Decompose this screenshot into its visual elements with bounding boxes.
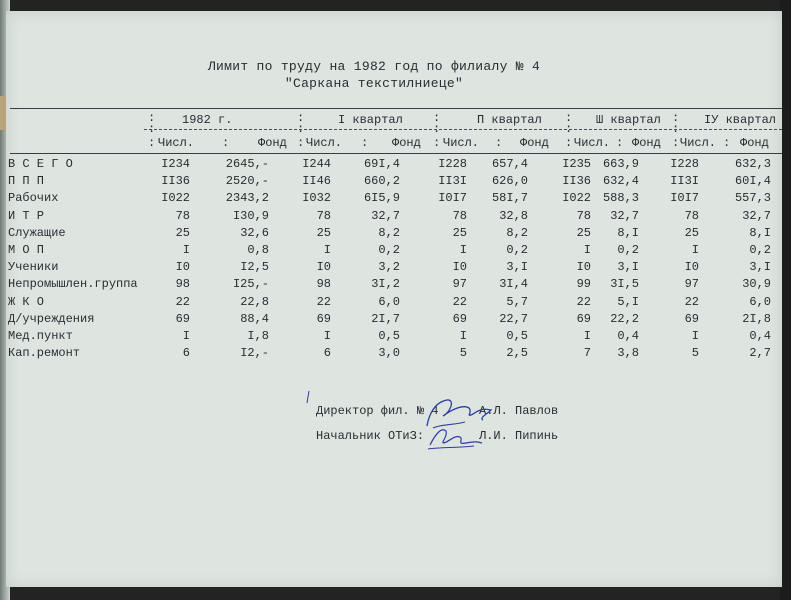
count-cell: I244	[302, 157, 331, 171]
fund-cell: 6,0	[749, 294, 771, 309]
count-cell: 78	[175, 208, 190, 223]
table-row	[6, 174, 782, 191]
header-separator: :	[297, 122, 305, 136]
fund-cell: 58I,7	[491, 191, 528, 206]
count-cell: 25	[684, 225, 699, 240]
count-cell: I0	[684, 260, 699, 275]
fund-cell: 557,3	[734, 191, 771, 206]
fund-cell: 8,I	[617, 225, 639, 240]
table-row	[6, 329, 782, 346]
row-label: Д/учреждения	[8, 311, 95, 326]
count-cell: II3I	[670, 174, 699, 189]
fund-cell: 5,I	[617, 294, 639, 309]
count-cell: II3I	[438, 174, 467, 189]
count-cell: I0I7	[438, 191, 467, 206]
header-separator: :	[361, 136, 369, 150]
count-cell: I	[323, 329, 331, 343]
fund-cell: 6I5,9	[363, 191, 400, 206]
fund-cell: I30,9	[232, 208, 269, 223]
count-cell: I	[182, 243, 190, 257]
count-cell: 25	[576, 225, 591, 240]
count-cell: I	[583, 329, 591, 343]
fund-cell: 3I,4	[499, 277, 528, 292]
table-row	[6, 226, 782, 243]
count-cell: 25	[452, 225, 467, 240]
fund-cell: 22,7	[499, 311, 528, 326]
count-cell: I022	[161, 191, 190, 206]
subheader-fund: Фонд	[392, 136, 421, 150]
row-label: Ученики	[8, 260, 59, 275]
period-header-q1: I квартал	[338, 113, 403, 127]
header-mid-rule	[144, 129, 782, 130]
fund-cell: 8,2	[506, 225, 528, 240]
document-title: Лимит по труду на 1982 год по филиалу № 4	[207, 59, 541, 74]
director-role: Директор фил. № 4	[316, 404, 439, 418]
count-cell: I	[691, 329, 699, 343]
fund-cell: 2,5	[506, 346, 528, 361]
count-cell: 78	[316, 208, 331, 223]
fund-cell: 3,2	[378, 260, 400, 275]
fund-cell: I25,-	[232, 277, 269, 292]
period-header-q4: IУ квартал	[704, 113, 777, 127]
header-separator: :	[433, 122, 441, 136]
count-cell: II36	[161, 174, 190, 189]
subheader-fund: Фонд	[740, 136, 769, 150]
count-cell: I	[459, 329, 467, 343]
table-row	[6, 295, 782, 312]
row-label: Кап.ремонт	[8, 346, 81, 361]
count-cell: I235	[562, 157, 591, 171]
header-separator: :	[433, 136, 441, 150]
count-cell: 22	[175, 294, 190, 309]
count-cell: 22	[684, 294, 699, 309]
row-label: Непромышлен.группа	[8, 277, 138, 292]
fund-cell: I2,-	[240, 346, 269, 361]
header-separator: :	[148, 136, 156, 150]
fund-cell: I2,5	[240, 260, 269, 275]
row-label: П П П	[8, 174, 45, 189]
count-cell: 6	[182, 346, 190, 361]
table-row	[6, 260, 782, 277]
count-cell: 25	[316, 225, 331, 240]
table-row	[6, 346, 782, 363]
count-cell: 5	[459, 346, 467, 361]
count-cell: 69	[175, 311, 190, 326]
fund-cell: 0,2	[749, 243, 771, 257]
count-cell: I	[323, 243, 331, 257]
fund-cell: 22,2	[610, 311, 639, 326]
fund-cell: 626,0	[491, 174, 528, 189]
count-cell: 97	[452, 277, 467, 292]
fund-cell: 32,7	[742, 208, 771, 223]
header-separator: :	[433, 111, 441, 125]
count-cell: I032	[302, 191, 331, 206]
subheader-count: Числ.	[574, 136, 611, 150]
fund-cell: 3,0	[378, 346, 400, 361]
count-cell: II36	[562, 174, 591, 189]
subheader-count: Числ.	[680, 136, 717, 150]
count-cell: 6	[323, 346, 331, 361]
count-cell: I022	[562, 191, 591, 206]
otiz-head-signature	[426, 423, 486, 451]
count-cell: I228	[438, 157, 467, 171]
count-cell: 97	[684, 277, 699, 292]
count-cell: 22	[316, 294, 331, 309]
subheader-fund: Фонд	[520, 136, 549, 150]
count-cell: 25	[175, 225, 190, 240]
fund-cell: 0,5	[506, 329, 528, 343]
row-label: В С Е Г О	[8, 157, 73, 171]
fund-cell: 32,7	[371, 208, 400, 223]
table-row	[6, 277, 782, 294]
fund-cell: 0,4	[617, 329, 639, 343]
count-cell: I0I7	[670, 191, 699, 206]
count-cell: I228	[670, 157, 699, 171]
fund-cell: 632,3	[734, 157, 771, 171]
header-separator: :	[148, 122, 156, 136]
count-cell: 22	[576, 294, 591, 309]
header-separator: :	[222, 136, 230, 150]
row-label: Рабочих	[8, 191, 59, 206]
count-cell: I	[182, 329, 190, 343]
subheader-count: Числ.	[158, 136, 195, 150]
fund-cell: 657,4	[491, 157, 528, 171]
fund-cell: 5,7	[506, 294, 528, 309]
count-cell: I	[583, 243, 591, 257]
row-label: Мед.пункт	[8, 329, 73, 343]
count-cell: II46	[302, 174, 331, 189]
count-cell: 98	[316, 277, 331, 292]
subheader-count: Числ.	[443, 136, 480, 150]
count-cell: 69	[576, 311, 591, 326]
pen-mark	[304, 390, 312, 404]
header-separator: :	[672, 122, 680, 136]
fund-cell: 88,4	[240, 311, 269, 326]
fund-cell: 3I,2	[371, 277, 400, 292]
fund-cell: 3,8	[617, 346, 639, 361]
fund-cell: 2520,-	[225, 174, 269, 189]
fund-cell: 632,4	[602, 174, 639, 189]
subheader-fund: Фонд	[632, 136, 661, 150]
header-top-rule	[10, 108, 782, 109]
count-cell: 78	[452, 208, 467, 223]
fund-cell: 2,7	[749, 346, 771, 361]
count-cell: I0	[576, 260, 591, 275]
fund-cell: 6,0	[378, 294, 400, 309]
document-subtitle: "Саркана текстилниеце"	[284, 76, 464, 91]
count-cell: 69	[452, 311, 467, 326]
fund-cell: 2645,-	[225, 157, 269, 171]
fund-cell: 660,2	[363, 174, 400, 189]
header-separator: :	[672, 111, 680, 125]
fund-cell: 60I,4	[734, 174, 771, 189]
fund-cell: 2I,8	[742, 311, 771, 326]
header-separator: :	[723, 136, 731, 150]
count-cell: I234	[161, 157, 190, 171]
count-cell: 69	[684, 311, 699, 326]
table-row	[6, 157, 782, 174]
header-separator: :	[297, 111, 305, 125]
header-separator: :	[148, 111, 156, 125]
count-cell: 98	[175, 277, 190, 292]
table-row	[6, 243, 782, 260]
fund-cell: 2343,2	[225, 191, 269, 206]
fund-cell: 0,2	[617, 243, 639, 257]
count-cell: I0	[452, 260, 467, 275]
fund-cell: 32,8	[499, 208, 528, 223]
count-cell: 78	[684, 208, 699, 223]
fund-cell: 2I,7	[371, 311, 400, 326]
count-cell: 99	[576, 277, 591, 292]
fund-cell: 3,I	[506, 260, 528, 275]
director-name: А.Л. Павлов	[479, 404, 559, 418]
fund-cell: 8,2	[378, 225, 400, 240]
table-row	[6, 209, 782, 226]
count-cell: I0	[316, 260, 331, 275]
fund-cell: 32,7	[610, 208, 639, 223]
subheader-fund: Фонд	[258, 136, 287, 150]
fund-cell: 0,4	[749, 329, 771, 343]
count-cell: 5	[691, 346, 699, 361]
header-separator: :	[565, 136, 573, 150]
fund-cell: 69I,4	[363, 157, 400, 171]
fund-cell: 0,8	[247, 243, 269, 257]
count-cell: I	[691, 243, 699, 257]
fund-cell: 22,8	[240, 294, 269, 309]
header-separator: :	[616, 136, 624, 150]
subheader-count: Числ.	[306, 136, 343, 150]
period-header-q3: Ш квартал	[596, 113, 661, 127]
header-separator: :	[565, 122, 573, 136]
fund-cell: 663,9	[602, 157, 639, 171]
fund-cell: 8,I	[749, 225, 771, 240]
row-label: М О П	[8, 243, 45, 257]
count-cell: 22	[452, 294, 467, 309]
fund-cell: 3,I	[749, 260, 771, 275]
period-header-q2: П квартал	[477, 113, 542, 127]
header-separator: :	[495, 136, 503, 150]
header-separator: :	[565, 111, 573, 125]
fund-cell: 30,9	[742, 277, 771, 292]
table-row	[6, 312, 782, 329]
count-cell: I0	[175, 260, 190, 275]
fund-cell: 0,5	[378, 329, 400, 343]
count-cell: 7	[583, 346, 591, 361]
fund-cell: 3I,5	[610, 277, 639, 292]
period-header-year: 1982 г.	[182, 113, 233, 127]
header-separator: :	[672, 136, 680, 150]
fund-cell: 0,2	[378, 243, 400, 257]
otiz-head-role: Начальник ОТиЗ:	[316, 429, 425, 443]
fund-cell: 588,3	[602, 191, 639, 206]
count-cell: 69	[316, 311, 331, 326]
row-label: Ж К О	[8, 294, 45, 309]
fund-cell: I,8	[247, 329, 269, 343]
fund-cell: 3,I	[617, 260, 639, 275]
table-row	[6, 191, 782, 208]
row-label: Служащие	[8, 225, 66, 240]
header-separator: :	[297, 136, 305, 150]
fund-cell: 0,2	[506, 243, 528, 257]
header-bottom-rule	[10, 153, 782, 154]
count-cell: 78	[576, 208, 591, 223]
row-label: И Т Р	[8, 208, 45, 223]
otiz-head-name: Л.И. Пипинь	[479, 429, 559, 443]
fund-cell: 32,6	[240, 225, 269, 240]
count-cell: I	[459, 243, 467, 257]
document-page	[6, 11, 782, 587]
